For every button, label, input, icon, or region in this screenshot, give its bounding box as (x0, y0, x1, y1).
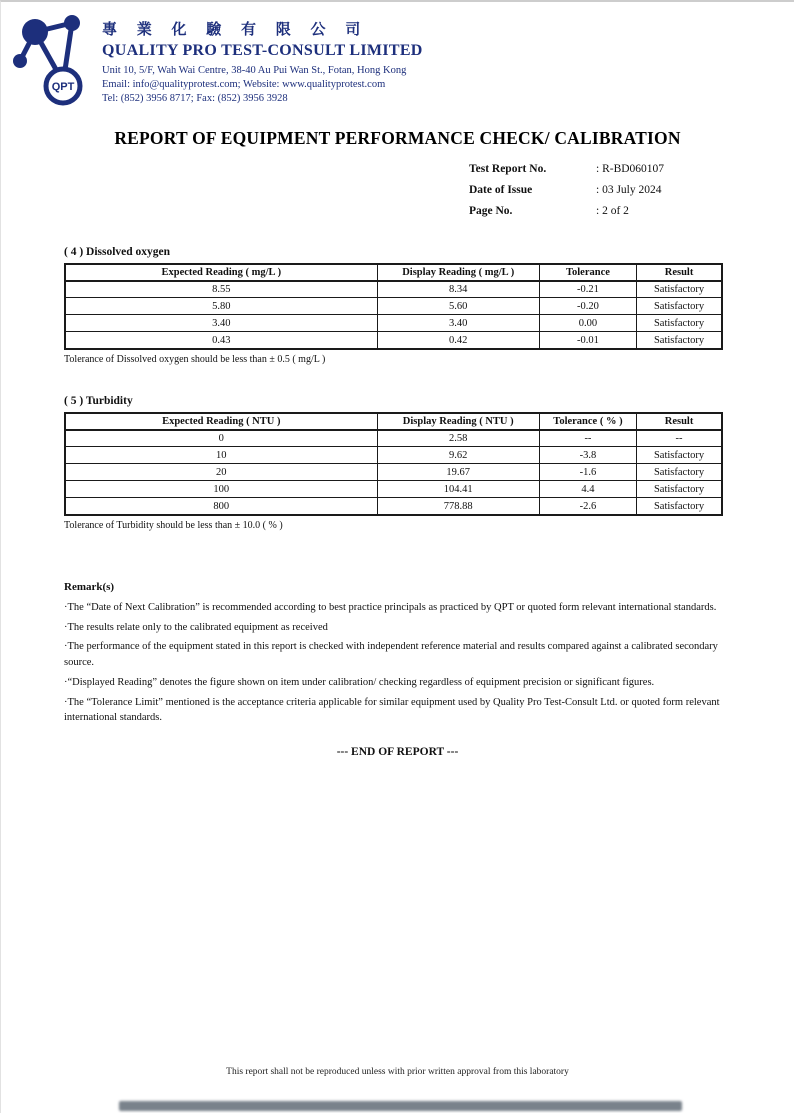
table-row (65, 281, 722, 298)
report-meta (469, 159, 794, 222)
cell-expected: 800 (65, 498, 377, 515)
table-header-row (65, 413, 722, 430)
table-row (65, 447, 722, 464)
turbidity-tolerance-note: Tolerance of Turbidity should be less than ± 10.0 ( % ) (64, 519, 283, 531)
letterhead (1, 2, 794, 114)
cell-display: 0.42 (377, 332, 539, 349)
company-logo-icon (9, 10, 101, 110)
remark-item: ·The “Date of Next Calibration” is recommended according to best practice principals as practiced by QPT or quoted form relevant international standards. (64, 601, 717, 613)
company-email-website: Email: info@qualityprotest.com; Website: www.qualityprotest.com (102, 78, 386, 90)
cell-expected: 20 (65, 464, 377, 481)
table-row (65, 464, 722, 481)
cell-expected: 8.55 (65, 281, 377, 298)
cell-result: Satisfactory (637, 447, 722, 464)
remark-item: ·The results relate only to the calibrated equipment as received (64, 621, 328, 633)
col-header-result: Result (637, 264, 722, 281)
cell-result: Satisfactory (637, 315, 722, 332)
cell-expected: 0 (65, 430, 377, 447)
cell-tolerance: -2.6 (539, 498, 636, 515)
molecule-logo-icon (9, 10, 101, 110)
remark-item: ·The performance of the equipment stated in this report is checked with independent reference material and results compared against a calibrated secondary source. (64, 641, 718, 669)
table-header-row (65, 264, 722, 281)
meta-row (469, 159, 794, 180)
company-address: Unit 10, 5/F, Wah Wai Centre, 38-40 Au Pui Wan St., Fotan, Hong Kong (102, 65, 407, 76)
cell-expected: 10 (65, 447, 377, 464)
cell-tolerance: -0.01 (539, 332, 636, 349)
turbidity-table (64, 412, 723, 516)
section-heading-turbidity: ( 5 ) Turbidity (64, 394, 133, 407)
scan-edge-artifact (119, 1101, 682, 1111)
meta-value-date-of-issue: : 03 July 2024 (596, 183, 662, 196)
cell-display: 8.34 (377, 281, 539, 298)
cell-expected: 3.40 (65, 315, 377, 332)
cell-expected: 0.43 (65, 332, 377, 349)
footer-disclaimer: This report shall not be reproduced unless with prior written approval from this laboratory (226, 1067, 569, 1077)
cell-display: 19.67 (377, 464, 539, 481)
report-title: REPORT OF EQUIPMENT PERFORMANCE CHECK/ CALIBRATION (114, 128, 681, 148)
cell-result: Satisfactory (637, 464, 722, 481)
col-header-display-reading: Display Reading ( NTU ) (377, 413, 539, 430)
cell-tolerance: -0.20 (539, 298, 636, 315)
meta-row (469, 180, 794, 201)
cell-display: 104.41 (377, 481, 539, 498)
col-header-tolerance: Tolerance ( % ) (539, 413, 636, 430)
cell-tolerance: 4.4 (539, 481, 636, 498)
cell-tolerance: -- (539, 430, 636, 447)
table-row (65, 332, 722, 349)
section-heading-dissolved-oxygen: ( 4 ) Dissolved oxygen (64, 245, 171, 258)
meta-value-test-report-no: : R-BD060107 (596, 163, 665, 175)
table-row (65, 430, 722, 447)
remark-item: ·“Displayed Reading” denotes the figure shown on item under calibration/ checking regardless of equipment precision or significant figures. (64, 676, 655, 688)
cell-display: 9.62 (377, 447, 539, 464)
cell-display: 3.40 (377, 315, 539, 332)
cell-result: Satisfactory (637, 332, 722, 349)
end-of-report: --- END OF REPORT --- (336, 746, 459, 759)
meta-label-test-report-no: Test Report No. (469, 163, 547, 175)
cell-result: Satisfactory (637, 281, 722, 298)
company-name: QUALITY PRO TEST-CONSULT LIMITED (102, 42, 423, 59)
section-turbidity (64, 395, 724, 531)
cell-result: Satisfactory (637, 481, 722, 498)
remark-item: ·The “Tolerance Limit” mentioned is the acceptance criteria applicable for similar equipment used by Quality Pro Test-Consult Ltd. or quoted form relevant international standards. (64, 696, 720, 724)
cell-result: Satisfactory (637, 298, 722, 315)
cell-display: 5.60 (377, 298, 539, 315)
col-header-expected-reading: Expected Reading ( NTU ) (65, 413, 377, 430)
cell-result: Satisfactory (637, 498, 722, 515)
cell-tolerance: 0.00 (539, 315, 636, 332)
logo-text: QPT (51, 81, 75, 93)
meta-row (469, 201, 794, 222)
table-row (65, 481, 722, 498)
section-dissolved-oxygen (64, 246, 724, 365)
col-header-tolerance: Tolerance (539, 264, 636, 281)
cell-expected: 100 (65, 481, 377, 498)
table-row (65, 315, 722, 332)
dissolved-oxygen-tolerance-note: Tolerance of Dissolved oxygen should be less than ± 0.5 ( mg/L ) (64, 353, 326, 365)
col-header-display-reading: Display Reading ( mg/L ) (377, 264, 539, 281)
cell-display: 2.58 (377, 430, 539, 447)
meta-value-page-no: : 2 of 2 (596, 204, 629, 217)
company-name-chinese: 專 業 化 驗 有 限 公 司 (102, 22, 369, 38)
dissolved-oxygen-table (64, 263, 723, 350)
col-header-expected-reading: Expected Reading ( mg/L ) (65, 264, 377, 281)
cell-expected: 5.80 (65, 298, 377, 315)
remarks-heading: Remark(s) (64, 580, 115, 593)
letterhead-text (102, 18, 794, 106)
cell-tolerance: -3.8 (539, 447, 636, 464)
company-tel-fax: Tel: (852) 3956 8717; Fax: (852) 3956 3928 (102, 92, 288, 104)
cell-display: 778.88 (377, 498, 539, 515)
remarks-section (64, 581, 730, 726)
meta-label-page-no: Page No. (469, 204, 513, 217)
table-row (65, 498, 722, 515)
cell-tolerance: -0.21 (539, 281, 636, 298)
meta-label-date-of-issue: Date of Issue (469, 183, 533, 196)
cell-result: -- (637, 430, 722, 447)
col-header-result: Result (637, 413, 722, 430)
cell-tolerance: -1.6 (539, 464, 636, 481)
table-row (65, 298, 722, 315)
